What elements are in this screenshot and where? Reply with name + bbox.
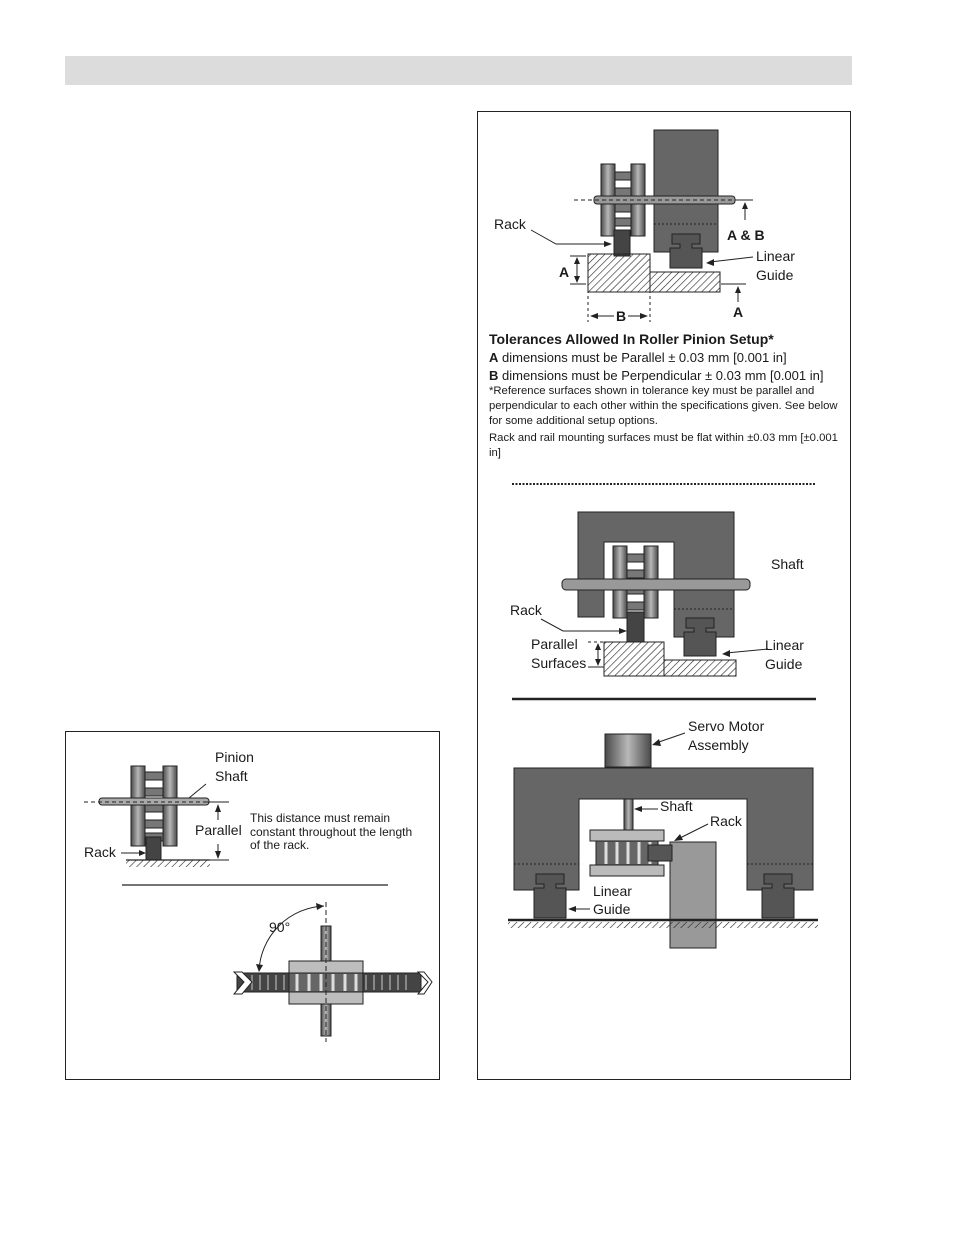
pinion-alignment-panel [65,731,440,1080]
rack-section [146,837,161,860]
pinion-plate-right [163,766,177,846]
top-rack-label: Rack [494,216,526,232]
distance-note: This distance must remain constant throughout the length of the rack. [250,811,413,852]
bottom-setup-figure [508,733,818,948]
top-guide-label: Guide [756,267,794,283]
tolerances-title: Tolerances Allowed In Roller Pinion Setup* [489,331,774,347]
middle-surfaces-label: Surfaces [531,655,587,671]
parallel-label: Parallel [195,822,242,838]
middle-linear-label: Linear [765,637,804,653]
rack-label: Rack [84,844,116,860]
pinion-plate-left [131,766,145,846]
top-setup-figure [531,130,753,322]
bottom-linear-label: Linear [593,883,632,899]
middle-parallel-label: Parallel [531,636,578,652]
tolerance-b-line: B dimensions must be Perpendicular ± 0.03 mm [0.001 in] [489,368,824,383]
pinion-alignment-diagram [66,732,441,1081]
setup-diagrams [478,112,852,1081]
bottom-guide-label: Guide [593,901,631,917]
middle-guide-label: Guide [765,656,803,672]
middle-rack-label: Rack [510,602,542,618]
reference-surfaces-note: *Reference surfaces shown in tolerance key must be parallel and perpendicular to each other within the specifications given. See below for some additional setup options. [489,385,838,427]
top-a-and-b-label: A & B [727,227,765,243]
section-header-bar [65,56,852,85]
servo-motor-label: Servo Motor [688,718,765,734]
top-b-label: B [616,308,627,324]
flatness-note: Rack and rail mounting surfaces must be flat within ±0.03 mm [±0.001 in] [489,432,838,459]
shaft-label: Shaft [215,768,248,784]
top-a-left-label: A [559,264,570,280]
servo-assembly-label: Assembly [688,737,749,753]
bottom-rack-label: Rack [710,813,742,829]
pinion-label: Pinion [215,749,254,765]
middle-shaft-label: Shaft [771,556,804,572]
bottom-shaft-label: Shaft [660,798,693,814]
tolerance-a-line: A dimensions must be Parallel ± 0.03 mm [0.001 in] [489,350,787,365]
top-a-right-label: A [733,304,744,320]
top-linear-label: Linear [756,248,795,264]
setup-tolerance-panel [477,111,851,1080]
angle-label: 90° [269,919,291,935]
